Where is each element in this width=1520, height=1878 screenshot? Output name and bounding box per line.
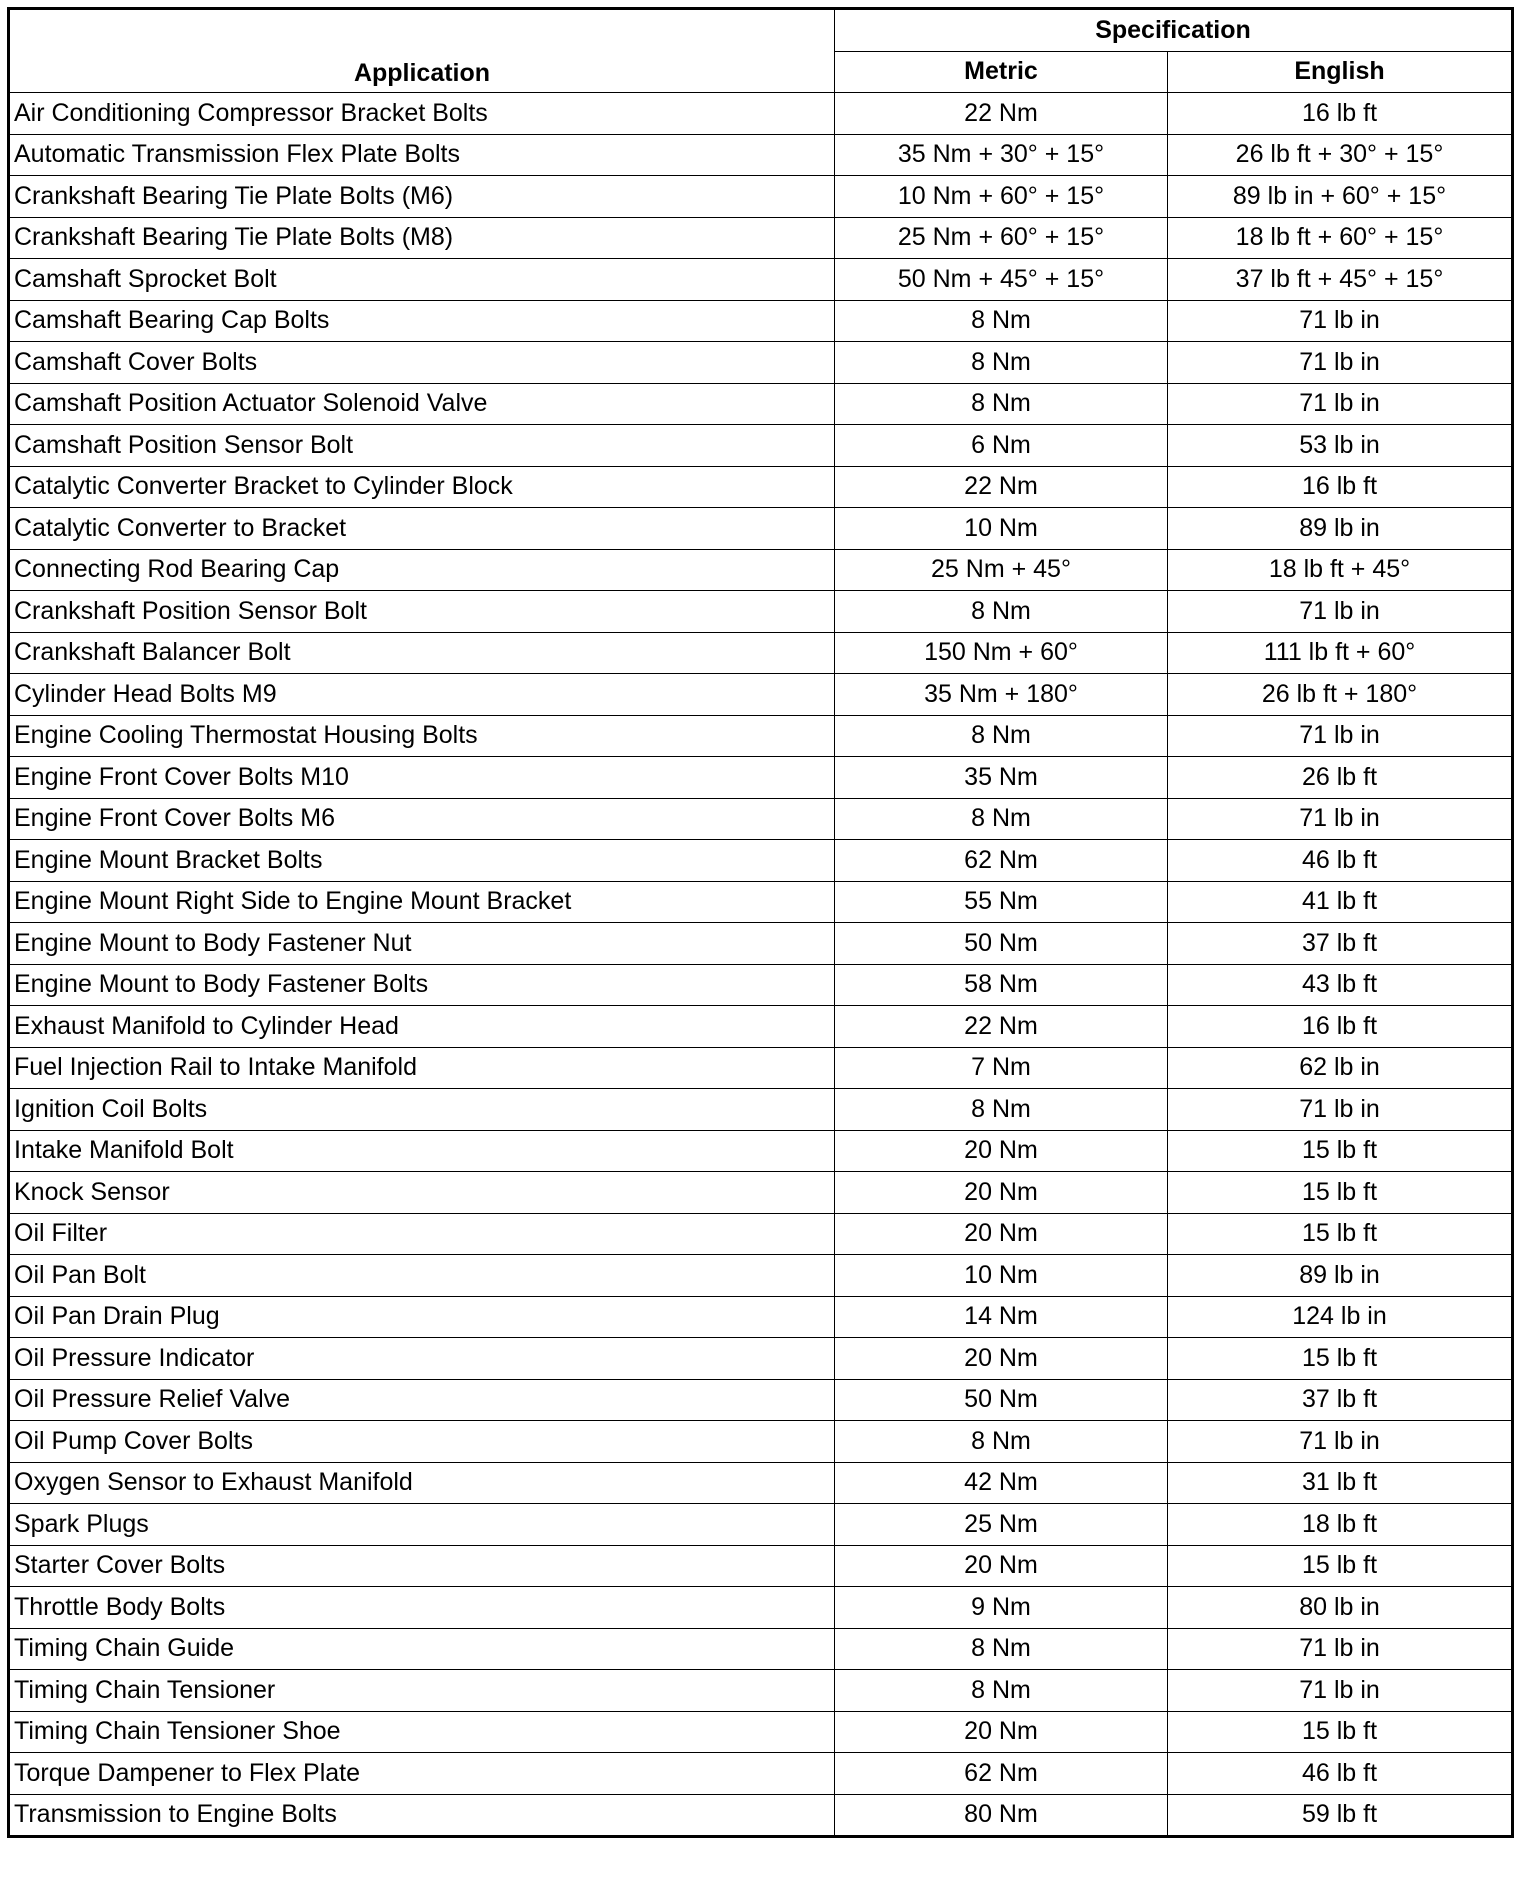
- metric-cell: 8 Nm: [835, 715, 1168, 757]
- metric-cell: 8 Nm: [835, 1628, 1168, 1670]
- metric-cell: 22 Nm: [835, 466, 1168, 508]
- table-row: [9, 508, 1513, 550]
- metric-cell: 8 Nm: [835, 1670, 1168, 1712]
- table-row: [9, 923, 1513, 965]
- metric-cell: 22 Nm: [835, 1006, 1168, 1048]
- application-column-header: Application: [9, 9, 835, 93]
- english-cell: 37 lb ft: [1168, 1379, 1513, 1421]
- table-row: [9, 1255, 1513, 1297]
- metric-cell: 35 Nm: [835, 757, 1168, 799]
- english-cell: 15 lb ft: [1168, 1213, 1513, 1255]
- table-row: [9, 300, 1513, 342]
- table-row: [9, 1006, 1513, 1048]
- metric-cell: 22 Nm: [835, 93, 1168, 135]
- table-row: [9, 1130, 1513, 1172]
- english-cell: 71 lb in: [1168, 1421, 1513, 1463]
- english-cell: 46 lb ft: [1168, 1753, 1513, 1795]
- english-cell: 71 lb in: [1168, 715, 1513, 757]
- application-cell: Connecting Rod Bearing Cap: [9, 549, 835, 591]
- metric-cell: 7 Nm: [835, 1047, 1168, 1089]
- application-cell: Spark Plugs: [9, 1504, 835, 1546]
- english-cell: 71 lb in: [1168, 798, 1513, 840]
- table-row: [9, 1213, 1513, 1255]
- header-row-top: [9, 9, 1513, 52]
- application-cell: Timing Chain Tensioner Shoe: [9, 1711, 835, 1753]
- application-cell: Engine Mount Bracket Bolts: [9, 840, 835, 882]
- application-cell: Engine Front Cover Bolts M10: [9, 757, 835, 799]
- english-cell: 26 lb ft + 30° + 15°: [1168, 134, 1513, 176]
- english-cell: 15 lb ft: [1168, 1338, 1513, 1380]
- english-cell: 41 lb ft: [1168, 881, 1513, 923]
- table-body: [9, 93, 1513, 1837]
- metric-cell: 25 Nm + 60° + 15°: [835, 217, 1168, 259]
- english-cell: 71 lb in: [1168, 591, 1513, 633]
- english-cell: 53 lb in: [1168, 425, 1513, 467]
- table-row: [9, 93, 1513, 135]
- application-cell: Oxygen Sensor to Exhaust Manifold: [9, 1462, 835, 1504]
- english-cell: 71 lb in: [1168, 1628, 1513, 1670]
- application-cell: Oil Pump Cover Bolts: [9, 1421, 835, 1463]
- english-cell: 43 lb ft: [1168, 964, 1513, 1006]
- application-cell: Oil Pressure Relief Valve: [9, 1379, 835, 1421]
- metric-cell: 14 Nm: [835, 1296, 1168, 1338]
- table-row: [9, 1504, 1513, 1546]
- metric-cell: 25 Nm + 45°: [835, 549, 1168, 591]
- table-row: [9, 259, 1513, 301]
- table-row: [9, 1587, 1513, 1629]
- english-cell: 46 lb ft: [1168, 840, 1513, 882]
- table-row: [9, 1296, 1513, 1338]
- table-row: [9, 840, 1513, 882]
- table-row: [9, 1462, 1513, 1504]
- metric-cell: 10 Nm: [835, 1255, 1168, 1297]
- application-cell: Starter Cover Bolts: [9, 1545, 835, 1587]
- metric-cell: 8 Nm: [835, 383, 1168, 425]
- application-cell: Crankshaft Bearing Tie Plate Bolts (M6): [9, 176, 835, 218]
- english-cell: 80 lb in: [1168, 1587, 1513, 1629]
- english-cell: 18 lb ft + 60° + 15°: [1168, 217, 1513, 259]
- english-cell: 16 lb ft: [1168, 466, 1513, 508]
- english-cell: 124 lb in: [1168, 1296, 1513, 1338]
- metric-cell: 8 Nm: [835, 1089, 1168, 1131]
- application-cell: Camshaft Position Sensor Bolt: [9, 425, 835, 467]
- table-row: [9, 1711, 1513, 1753]
- application-cell: Oil Pressure Indicator: [9, 1338, 835, 1380]
- application-cell: Camshaft Bearing Cap Bolts: [9, 300, 835, 342]
- application-cell: Oil Pan Bolt: [9, 1255, 835, 1297]
- english-column-header: English: [1168, 51, 1513, 93]
- table-row: [9, 1794, 1513, 1837]
- table-row: [9, 342, 1513, 384]
- application-cell: Oil Pan Drain Plug: [9, 1296, 835, 1338]
- metric-cell: 9 Nm: [835, 1587, 1168, 1629]
- metric-cell: 55 Nm: [835, 881, 1168, 923]
- english-cell: 71 lb in: [1168, 383, 1513, 425]
- table-row: [9, 591, 1513, 633]
- english-cell: 26 lb ft: [1168, 757, 1513, 799]
- english-cell: 89 lb in: [1168, 1255, 1513, 1297]
- application-cell: Exhaust Manifold to Cylinder Head: [9, 1006, 835, 1048]
- english-cell: 16 lb ft: [1168, 1006, 1513, 1048]
- metric-column-header: Metric: [835, 51, 1168, 93]
- application-cell: Crankshaft Position Sensor Bolt: [9, 591, 835, 633]
- table-row: [9, 383, 1513, 425]
- application-cell: Catalytic Converter to Bracket: [9, 508, 835, 550]
- english-cell: 18 lb ft + 45°: [1168, 549, 1513, 591]
- table-row: [9, 549, 1513, 591]
- metric-cell: 20 Nm: [835, 1130, 1168, 1172]
- metric-cell: 62 Nm: [835, 840, 1168, 882]
- application-cell: Automatic Transmission Flex Plate Bolts: [9, 134, 835, 176]
- application-cell: Engine Mount Right Side to Engine Mount Bracket: [9, 881, 835, 923]
- table-row: [9, 881, 1513, 923]
- application-cell: Camshaft Sprocket Bolt: [9, 259, 835, 301]
- english-cell: 71 lb in: [1168, 342, 1513, 384]
- application-cell: Air Conditioning Compressor Bracket Bolts: [9, 93, 835, 135]
- application-cell: Timing Chain Tensioner: [9, 1670, 835, 1712]
- metric-cell: 50 Nm: [835, 923, 1168, 965]
- table-row: [9, 466, 1513, 508]
- table-row: [9, 757, 1513, 799]
- table-row: [9, 1670, 1513, 1712]
- table-row: [9, 134, 1513, 176]
- specification-group-header: Specification: [835, 9, 1513, 52]
- english-cell: 15 lb ft: [1168, 1172, 1513, 1214]
- metric-cell: 8 Nm: [835, 798, 1168, 840]
- table-row: [9, 715, 1513, 757]
- metric-cell: 8 Nm: [835, 1421, 1168, 1463]
- metric-cell: 10 Nm: [835, 508, 1168, 550]
- table-row: [9, 1089, 1513, 1131]
- metric-cell: 25 Nm: [835, 1504, 1168, 1546]
- metric-cell: 50 Nm: [835, 1379, 1168, 1421]
- english-cell: 16 lb ft: [1168, 93, 1513, 135]
- table-row: [9, 425, 1513, 467]
- english-cell: 15 lb ft: [1168, 1545, 1513, 1587]
- table-row: [9, 798, 1513, 840]
- application-cell: Engine Mount to Body Fastener Bolts: [9, 964, 835, 1006]
- table-header: [9, 9, 1513, 93]
- application-cell: Crankshaft Bearing Tie Plate Bolts (M8): [9, 217, 835, 259]
- metric-cell: 8 Nm: [835, 300, 1168, 342]
- application-cell: Intake Manifold Bolt: [9, 1130, 835, 1172]
- metric-cell: 8 Nm: [835, 342, 1168, 384]
- metric-cell: 8 Nm: [835, 591, 1168, 633]
- application-cell: Engine Cooling Thermostat Housing Bolts: [9, 715, 835, 757]
- metric-cell: 35 Nm + 30° + 15°: [835, 134, 1168, 176]
- application-cell: Crankshaft Balancer Bolt: [9, 632, 835, 674]
- english-cell: 89 lb in: [1168, 508, 1513, 550]
- english-cell: 37 lb ft: [1168, 923, 1513, 965]
- table-row: [9, 632, 1513, 674]
- application-cell: Knock Sensor: [9, 1172, 835, 1214]
- english-cell: 111 lb ft + 60°: [1168, 632, 1513, 674]
- english-cell: 31 lb ft: [1168, 1462, 1513, 1504]
- table-row: [9, 1379, 1513, 1421]
- application-cell: Camshaft Cover Bolts: [9, 342, 835, 384]
- fastener-torque-table: [7, 7, 1514, 1838]
- table-row: [9, 1047, 1513, 1089]
- english-cell: 59 lb ft: [1168, 1794, 1513, 1837]
- english-cell: 89 lb in + 60° + 15°: [1168, 176, 1513, 218]
- application-cell: Engine Mount to Body Fastener Nut: [9, 923, 835, 965]
- table-row: [9, 964, 1513, 1006]
- application-cell: Engine Front Cover Bolts M6: [9, 798, 835, 840]
- metric-cell: 50 Nm + 45° + 15°: [835, 259, 1168, 301]
- application-cell: Camshaft Position Actuator Solenoid Valve: [9, 383, 835, 425]
- english-cell: 15 lb ft: [1168, 1711, 1513, 1753]
- metric-cell: 80 Nm: [835, 1794, 1168, 1837]
- metric-cell: 150 Nm + 60°: [835, 632, 1168, 674]
- metric-cell: 20 Nm: [835, 1545, 1168, 1587]
- english-cell: 62 lb in: [1168, 1047, 1513, 1089]
- metric-cell: 20 Nm: [835, 1338, 1168, 1380]
- english-cell: 71 lb in: [1168, 300, 1513, 342]
- metric-cell: 20 Nm: [835, 1213, 1168, 1255]
- metric-cell: 20 Nm: [835, 1172, 1168, 1214]
- metric-cell: 20 Nm: [835, 1711, 1168, 1753]
- metric-cell: 35 Nm + 180°: [835, 674, 1168, 716]
- metric-cell: 10 Nm + 60° + 15°: [835, 176, 1168, 218]
- english-cell: 71 lb in: [1168, 1089, 1513, 1131]
- english-cell: 15 lb ft: [1168, 1130, 1513, 1172]
- english-cell: 37 lb ft + 45° + 15°: [1168, 259, 1513, 301]
- english-cell: 71 lb in: [1168, 1670, 1513, 1712]
- metric-cell: 58 Nm: [835, 964, 1168, 1006]
- english-cell: 18 lb ft: [1168, 1504, 1513, 1546]
- table-row: [9, 1172, 1513, 1214]
- metric-cell: 62 Nm: [835, 1753, 1168, 1795]
- table-row: [9, 217, 1513, 259]
- application-cell: Oil Filter: [9, 1213, 835, 1255]
- application-cell: Throttle Body Bolts: [9, 1587, 835, 1629]
- application-cell: Catalytic Converter Bracket to Cylinder Block: [9, 466, 835, 508]
- english-cell: 26 lb ft + 180°: [1168, 674, 1513, 716]
- application-cell: Cylinder Head Bolts M9: [9, 674, 835, 716]
- application-cell: Torque Dampener to Flex Plate: [9, 1753, 835, 1795]
- application-cell: Timing Chain Guide: [9, 1628, 835, 1670]
- metric-cell: 42 Nm: [835, 1462, 1168, 1504]
- table-row: [9, 1421, 1513, 1463]
- table-row: [9, 1338, 1513, 1380]
- application-cell: Fuel Injection Rail to Intake Manifold: [9, 1047, 835, 1089]
- table-row: [9, 1545, 1513, 1587]
- table-row: [9, 1753, 1513, 1795]
- table-row: [9, 176, 1513, 218]
- application-cell: Transmission to Engine Bolts: [9, 1794, 835, 1837]
- application-cell: Ignition Coil Bolts: [9, 1089, 835, 1131]
- table-row: [9, 1628, 1513, 1670]
- table-row: [9, 674, 1513, 716]
- metric-cell: 6 Nm: [835, 425, 1168, 467]
